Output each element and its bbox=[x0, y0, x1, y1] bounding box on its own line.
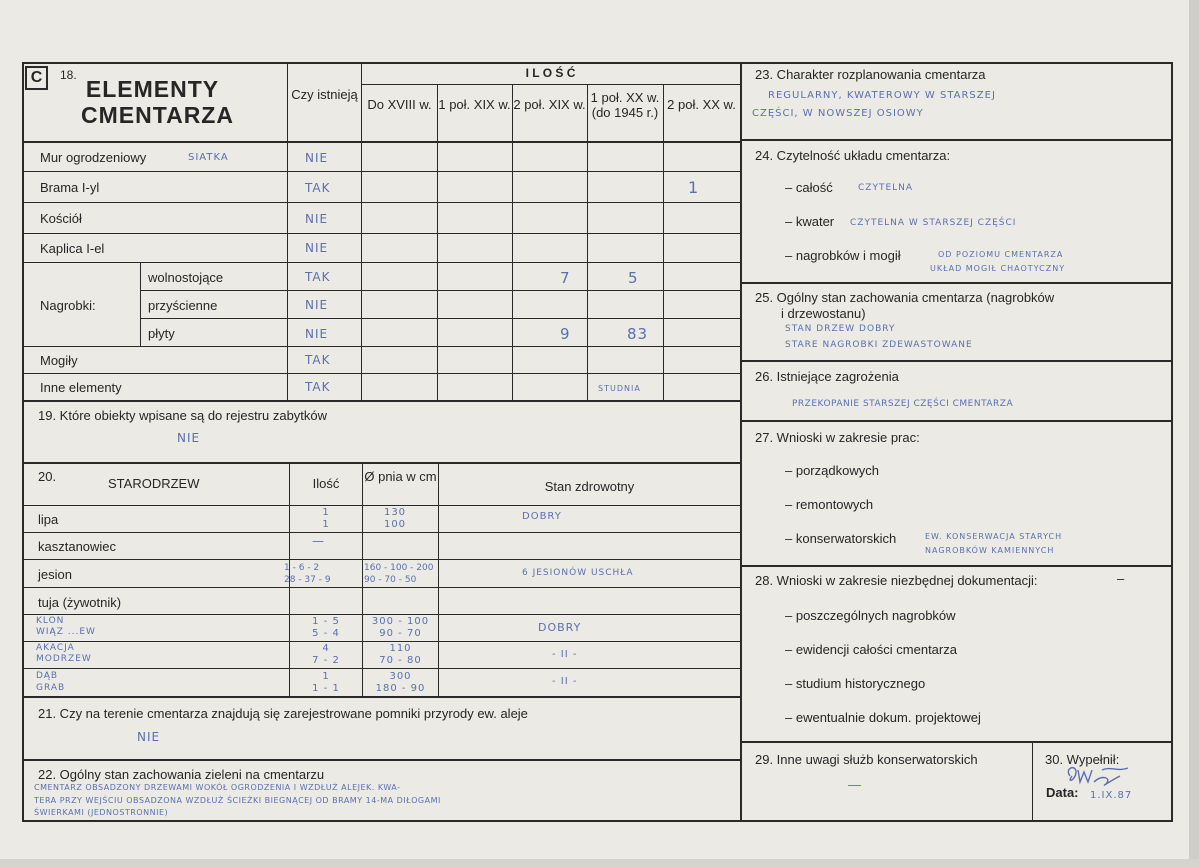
section-21-value: NIE bbox=[137, 730, 161, 744]
section-18-title-1: ELEMENTY bbox=[85, 76, 220, 102]
grid-line bbox=[663, 84, 664, 400]
grid-line bbox=[740, 360, 1173, 362]
section-29-value: — bbox=[848, 777, 861, 792]
tree-label-dab: DĄB GRAB bbox=[36, 671, 66, 693]
section-30-date-label: Data: bbox=[1046, 785, 1079, 800]
col-header-xix-2: 2 poł. XIX w. bbox=[513, 97, 586, 112]
grid-line bbox=[22, 400, 740, 402]
section-25-label-2: i drzewostanu) bbox=[781, 306, 866, 321]
section-28-item: – poszczególnych nagrobków bbox=[785, 608, 956, 623]
count-value: 7 bbox=[560, 269, 571, 287]
grid-line bbox=[140, 318, 740, 319]
col-health-header: Stan zdrowotny bbox=[544, 479, 635, 494]
grid-line bbox=[22, 696, 740, 698]
row-label-plyty: płyty bbox=[148, 326, 175, 341]
grid-line bbox=[22, 202, 740, 203]
row-label-nagrobki: Nagrobki: bbox=[40, 298, 96, 313]
section-30-date-value: 1.IX.87 bbox=[1090, 790, 1133, 801]
grid-line bbox=[22, 759, 740, 761]
section-26-value: PRZEKOPANIE STARSZEJ CZĘŚCI CMENTARZA bbox=[792, 399, 1014, 409]
row-label-mur: Mur ogrodzeniowy bbox=[40, 150, 147, 165]
section-27-item: – porządkowych bbox=[785, 463, 879, 478]
section-24-label: 24. Czytelność układu cmentarza: bbox=[755, 148, 951, 163]
tree-health: - II - bbox=[552, 676, 578, 687]
grid-line bbox=[740, 420, 1173, 422]
row-label-inne: Inne elementy bbox=[40, 380, 122, 395]
exists-value: TAK bbox=[305, 181, 331, 195]
tree-qty: 4 7 - 2 bbox=[312, 643, 340, 666]
tree-health: DOBRY bbox=[538, 621, 582, 634]
section-29-label: 29. Inne uwagi służb konserwatorskich bbox=[755, 752, 978, 767]
grid-line bbox=[22, 233, 740, 234]
tree-diam: 130 100 bbox=[383, 507, 407, 530]
exists-value: TAK bbox=[305, 353, 331, 367]
tree-qty: — bbox=[312, 534, 325, 548]
grid-line bbox=[22, 346, 740, 347]
section-23-line: REGULARNY, KWATEROWY W STARSZEJ bbox=[768, 90, 996, 101]
grid-line bbox=[22, 668, 740, 669]
tree-diam: 300 180 - 90 bbox=[375, 671, 426, 694]
count-value: 1 bbox=[688, 178, 700, 197]
grid-line bbox=[140, 262, 141, 346]
row-label-brama: Brama I-yl bbox=[40, 180, 100, 195]
col-header-xix-1: 1 poł. XIX w. bbox=[438, 97, 511, 112]
tree-qty: 1 - 6 - 2 28 - 37 - 9 bbox=[284, 563, 331, 585]
grid-line bbox=[1032, 741, 1033, 822]
section-27-label: 27. Wnioski w zakresie prac: bbox=[755, 430, 920, 445]
grid-line bbox=[437, 84, 438, 400]
row-note-mur: SIATKA bbox=[188, 152, 229, 163]
section-24-quarters-value: CZYTELNA W STARSZEJ CZĘŚCI bbox=[850, 218, 1017, 228]
section-24-whole-label: – całość bbox=[785, 180, 833, 195]
grid-line bbox=[22, 532, 740, 533]
exists-value: NIE bbox=[305, 151, 329, 165]
section-22-label: 22. Ogólny stan zachowania zieleni na cmentarzu bbox=[38, 767, 325, 782]
row-label-kosciol: Kościół bbox=[40, 211, 82, 226]
grid-line bbox=[740, 139, 1173, 141]
grid-line bbox=[22, 262, 740, 263]
tree-label-jesion: jesion bbox=[38, 567, 72, 582]
col-diam-header: Ø pnia w cm bbox=[364, 469, 437, 484]
tree-health: DOBRY bbox=[522, 511, 562, 522]
section-26-label: 26. Istniejące zagrożenia bbox=[755, 369, 899, 384]
grid-line bbox=[287, 62, 288, 400]
section-28-item: – ewidencji całości cmentarza bbox=[785, 642, 957, 657]
count-value: 9 bbox=[560, 325, 571, 343]
col-exists-header: Czy istnieją bbox=[291, 87, 358, 102]
tree-qty: 1 1 bbox=[322, 507, 330, 530]
ilosc-header: I L O Ś Ć bbox=[525, 66, 576, 80]
exists-value: NIE bbox=[305, 298, 329, 312]
section-23-line: CZĘŚCI, W NOWSZEJ OSIOWY bbox=[752, 108, 924, 119]
section-25-line: STARE NAGROBKI ZDEWASTOWANE bbox=[785, 340, 973, 350]
count-value: 5 bbox=[628, 269, 639, 287]
grid-line bbox=[438, 462, 439, 696]
column-divider bbox=[740, 62, 742, 822]
section-28-item: – studium historycznego bbox=[785, 676, 926, 691]
section-28-item: – ewentualnie dokum. projektowej bbox=[785, 710, 981, 725]
grid-line bbox=[22, 614, 740, 615]
count-value: STUDNIA bbox=[598, 384, 641, 393]
exists-value: NIE bbox=[305, 212, 329, 226]
col-header-xx-1: 1 poł. XX w. (do 1945 r.) bbox=[590, 90, 660, 120]
grid-line bbox=[740, 741, 1173, 743]
tree-health: - II - bbox=[552, 649, 578, 660]
tree-label-kasztanowiec: kasztanowiec bbox=[38, 539, 117, 554]
section-18-number: 18. bbox=[60, 68, 77, 82]
card-edge-bottom bbox=[0, 859, 1199, 867]
grid-line bbox=[361, 62, 362, 400]
tree-label-klon: KLON WIĄZ ...EW bbox=[36, 616, 96, 637]
grid-line bbox=[587, 84, 588, 400]
section-22-line: TERA PRZY WEJŚCIU OBSADZONA WZDŁUŻ ŚCIEŻKI BIEGNĄCEJ OD BRAMY 14-MA DIŁOGAMI bbox=[34, 796, 441, 805]
tree-qty: 1 - 5 5 - 4 bbox=[312, 616, 340, 639]
grid-line bbox=[22, 559, 740, 560]
col-header-xx-2: 2 poł. XX w. bbox=[667, 97, 736, 112]
section-20-title: STARODRZEW bbox=[108, 476, 200, 491]
section-24-graves-value: OD POZIOMU CMENTARZA bbox=[938, 250, 1064, 259]
grid-line bbox=[22, 171, 740, 172]
card-edge bbox=[1189, 0, 1199, 867]
exists-value: NIE bbox=[305, 241, 329, 255]
section-19-label: 19. Które obiekty wpisane są do rejestru zabytków bbox=[38, 408, 328, 423]
col-qty-header: Ilość bbox=[312, 476, 340, 491]
section-27-item: – konserwatorskich bbox=[785, 531, 897, 546]
tree-health: 6 JESIONÓW USCHŁA bbox=[522, 568, 634, 578]
exists-value: TAK bbox=[305, 270, 331, 284]
section-24-quarters-label: – kwater bbox=[785, 214, 835, 229]
grid-line bbox=[22, 641, 740, 642]
tree-qty: 1 1 - 1 bbox=[312, 671, 340, 694]
section-19-value: NIE bbox=[177, 431, 201, 445]
section-27-cons-value: EW. KONSERWACJA STARYCH bbox=[925, 532, 1063, 541]
tree-diam: 300 - 100 90 - 70 bbox=[371, 616, 430, 639]
section-28-label: 28. Wnioski w zakresie niezbędnej dokumentacji: bbox=[755, 573, 1038, 588]
grid-line bbox=[22, 505, 740, 506]
exists-value: TAK bbox=[305, 380, 331, 394]
count-value: 83 bbox=[627, 325, 649, 343]
col-header-xviii: Do XVIII w. bbox=[367, 97, 432, 112]
grid-line bbox=[361, 84, 740, 85]
section-24-graves-label: – nagrobków i mogił bbox=[785, 248, 901, 263]
tree-diam: 160 - 100 - 200 90 - 70 - 50 bbox=[364, 563, 434, 585]
grid-line bbox=[22, 373, 740, 374]
section-25-line: STAN DRZEW DOBRY bbox=[785, 324, 896, 334]
section-22-line: ŚWIERKAMI (JEDNOSTRONNIE) bbox=[34, 808, 169, 817]
section-30-label: 30. Wypełnił: bbox=[1045, 752, 1120, 767]
grid-line bbox=[22, 462, 740, 464]
row-label-przyscienne: przyścienne bbox=[148, 298, 218, 313]
section-21-label: 21. Czy na terenie cmentarza znajdują się zarejestrowane pomniki przyrody ew. aleje bbox=[38, 706, 528, 721]
section-27-item: – remontowych bbox=[785, 497, 874, 512]
grid-line bbox=[740, 282, 1173, 284]
grid-line bbox=[140, 290, 740, 291]
tree-label-lipa: lipa bbox=[38, 512, 59, 527]
tree-diam: 110 70 - 80 bbox=[379, 643, 422, 666]
section-24-graves-value: UKŁAD MOGIŁ CHAOTYCZNY bbox=[930, 264, 1066, 273]
row-label-wolnostojace: wolnostojące bbox=[148, 270, 224, 285]
row-label-kaplica: Kaplica I-el bbox=[40, 241, 105, 256]
row-label-mogily: Mogiły bbox=[40, 353, 78, 368]
grid-line bbox=[512, 84, 513, 400]
section-24-whole-value: CZYTELNA bbox=[858, 183, 914, 193]
section-23-label: 23. Charakter rozplanowania cmentarza bbox=[755, 67, 986, 82]
section-18-title-2: CMENTARZA bbox=[81, 102, 234, 128]
exists-value: NIE bbox=[305, 327, 329, 341]
grid-line bbox=[22, 587, 740, 588]
section-27-cons-value: NAGROBKÓW KAMIENNYCH bbox=[925, 546, 1055, 555]
grid-line bbox=[22, 141, 740, 143]
tree-label-tuja: tuja (żywotnik) bbox=[38, 595, 122, 610]
section-20-number: 20. bbox=[38, 469, 57, 484]
section-28-dash: – bbox=[1117, 571, 1125, 586]
section-letter: C bbox=[25, 66, 48, 90]
grid-line bbox=[740, 565, 1173, 567]
section-22-line: CMENTARZ OBSADZONY DRZEWAMI WOKÓŁ OGRODZENIA I WZDŁUŻ ALEJEK. KWA- bbox=[34, 783, 401, 792]
tree-label-akacja: AKACJA MODRZEW bbox=[36, 643, 92, 664]
section-25-label: 25. Ogólny stan zachowania cmentarza (nagrobków bbox=[755, 290, 1055, 305]
